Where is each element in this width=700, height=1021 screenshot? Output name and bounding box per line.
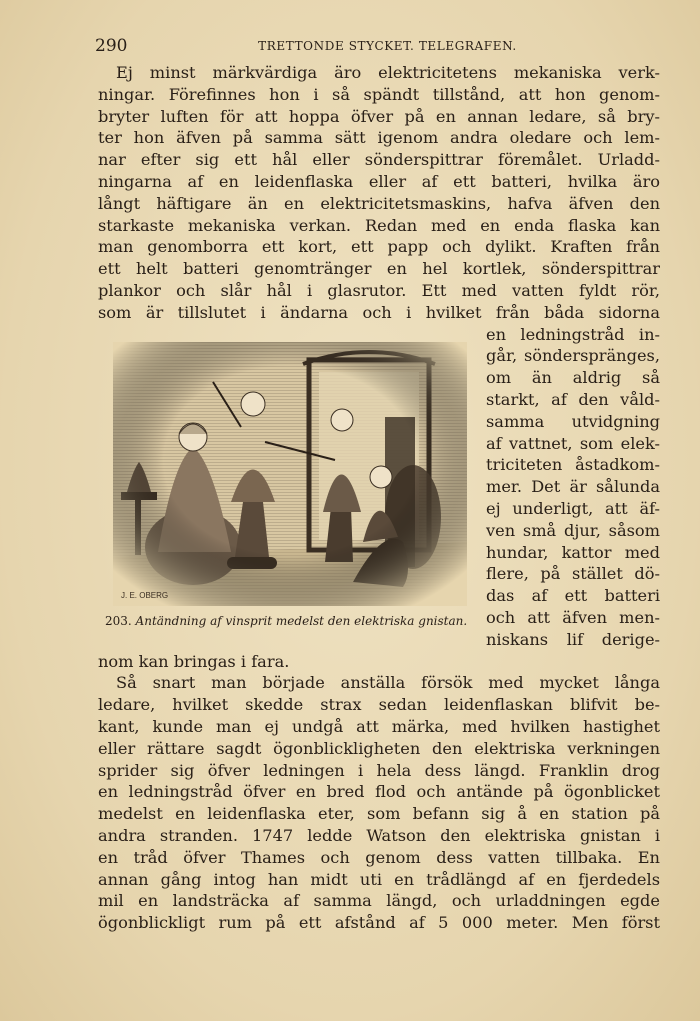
figure-caption-text: Antändning af vinsprit medelst den elektriska gnistan.: [135, 614, 468, 628]
text-line: hundar, kattor med: [486, 542, 660, 562]
text-line: starkaste mekaniska verkan. Redan med en enda flaska kan: [98, 215, 660, 235]
text-line: ningar. Förefinnes hon i så spändt tillstånd, att hon genom-: [98, 84, 660, 104]
text-line: ningarna af en leidenflaska eller af ett batteri, hvilka äro: [98, 171, 660, 191]
text-line: ledare, hvilket skedde strax sedan leidenflaskan blifvit be-: [98, 695, 660, 715]
text-line: plankor och slår hål i glasrutor. Ett med vatten fyldt rör,: [98, 280, 660, 300]
engraving-illustration: [113, 342, 467, 606]
text-line: ett helt batteri genomtränger en hel kortlek, sönderspittrar: [98, 259, 660, 279]
side-column-text: [486, 324, 660, 651]
text-line: annan gång intog han midt uti en trådlängd af en fjerdedels: [98, 869, 660, 889]
text-line: af vattnet, som elek-: [486, 433, 660, 453]
text-line: mer. Det är sålunda: [486, 477, 660, 497]
text-line: andra stranden. 1747 ledde Watson den elektriska gnistan i: [98, 825, 660, 845]
text-line: bryter luften för att hoppa öfver på en annan ledare, så bry-: [98, 106, 660, 126]
text-line: sprider sig öfver ledningen i hela dess längd. Franklin drog: [98, 760, 660, 780]
text-line: nar efter sig ett hål eller sönderspittrar föremålet. Urladd-: [98, 150, 660, 170]
text-line: triciteten åstadkom-: [486, 455, 660, 475]
running-title: TRETTONDE STYCKET. TELEGRAFEN.: [258, 39, 517, 53]
text-line: eller rättare sagdt ögonblickligheten den elektriska verkningen: [98, 738, 660, 758]
figure-engraving: [113, 342, 467, 612]
text-line: ven små djur, såsom: [486, 520, 660, 540]
text-line: medelst en leidenflaska eter, som befann sig å en station på: [98, 804, 660, 824]
text-line: starkt, af den våld-: [486, 389, 660, 409]
text-line: Ej minst märkvärdiga äro elektricitetens mekaniska verk-: [116, 63, 660, 82]
text-line: och att äfven men-: [486, 607, 660, 627]
bottom-paragraphs: [98, 651, 660, 934]
text-line: das af ett batteri: [486, 586, 660, 606]
text-line: samma utvidgning: [486, 411, 660, 431]
figure-caption: [105, 614, 475, 628]
text-line: kant, kunde man ej undgå att märka, med hvilken hastighet: [98, 716, 660, 736]
text-line: flere, på stället dö-: [486, 564, 660, 584]
text-line: en ledningstråd öfver en bred flod och antände på ögonblicket: [98, 782, 660, 802]
figure-number: 203.: [105, 614, 132, 628]
text-line: niskans lif derige-: [486, 629, 660, 649]
top-paragraph: [98, 62, 660, 324]
text-line: nom kan bringas i fara.: [98, 651, 290, 671]
text-line: som är tillslutet i ändarna och i hvilket från båda sidorna: [98, 302, 660, 322]
text-line: en ledningstråd in-: [486, 324, 660, 344]
text-line: ej underligt, att äf-: [486, 498, 660, 518]
artist-signature: J. E. OBERG: [121, 591, 169, 600]
text-line: man genomborra ett kort, ett papp och dylikt. Kraften från: [98, 237, 660, 257]
text-line: Så snart man började anställa försök med mycket långa: [116, 673, 660, 693]
text-line: går, sönderspränges,: [486, 346, 660, 366]
text-line: ögonblickligt rum på ett afstånd af 5 000 meter. Men först: [98, 913, 660, 933]
text-line: ter hon äfven på samma sätt igenom andra oledare och lem-: [98, 128, 660, 148]
text-line: mil en landsträcka af samma längd, och urladdningen egde: [98, 891, 660, 911]
text-line: en tråd öfver Thames och genom dess vatten tillbaka. En: [98, 847, 660, 867]
page-number: 290: [95, 36, 128, 56]
text-line: långt häftigare än en elektricitetsmaskins, hafva äfven den: [98, 193, 660, 213]
page-header: [95, 36, 660, 56]
text-line: om än aldrig så: [486, 368, 660, 388]
